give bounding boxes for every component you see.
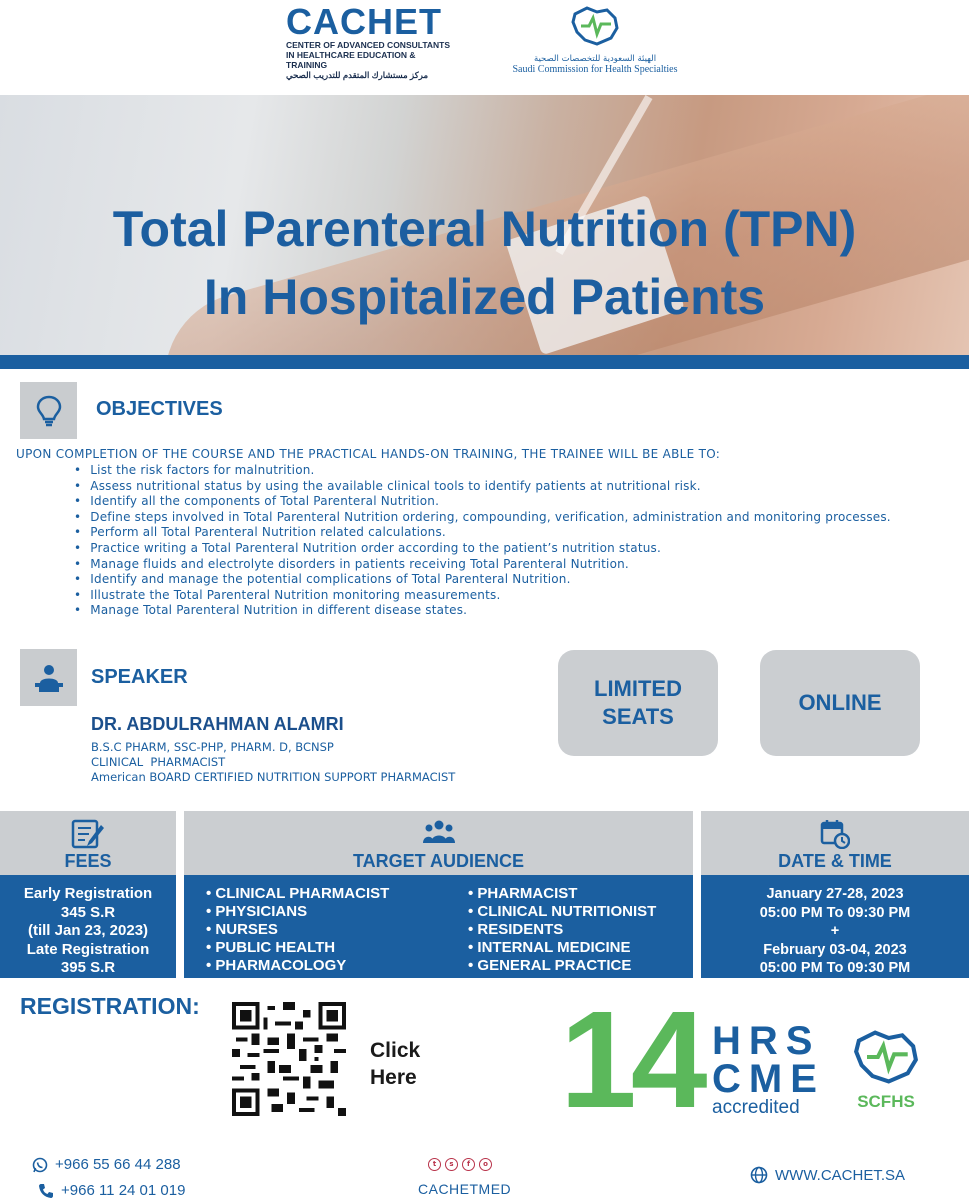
globe-icon bbox=[750, 1166, 768, 1184]
click-here-line-2: Here bbox=[370, 1066, 417, 1089]
speaker-credentials: B.S.C PHARM, SSC-PHP, PHARM. D, BCNSP bbox=[91, 740, 334, 754]
cachet-logo-subtitle-1: CENTER OF ADVANCED CONSULTANTS bbox=[286, 40, 451, 50]
cme-text-block bbox=[712, 1019, 825, 1101]
click-here-link[interactable] bbox=[370, 1037, 420, 1091]
website-link[interactable] bbox=[750, 1166, 905, 1184]
speaker-certification: American BOARD CERTIFIED NUTRITION SUPPORT PHARMACIST bbox=[91, 770, 456, 784]
cme-accredited-label: accredited bbox=[712, 1097, 800, 1118]
audience-column-1 bbox=[206, 885, 389, 975]
datetime-line: 05:00 PM To 09:30 PM bbox=[759, 904, 911, 921]
audience-item: • PHARMACOLOGY bbox=[206, 957, 389, 975]
fees-panel bbox=[0, 875, 176, 978]
website-url: WWW.CACHET.SA bbox=[775, 1166, 905, 1184]
snapchat-icon[interactable]: s bbox=[445, 1158, 458, 1171]
speaker-icon-box bbox=[20, 649, 77, 706]
form-edit-icon bbox=[71, 819, 105, 849]
audience-panel bbox=[184, 875, 693, 978]
fees-line: 345 S.R bbox=[60, 903, 116, 921]
calendar-clock-icon bbox=[820, 819, 850, 849]
header bbox=[0, 0, 969, 95]
click-here-line-1: Click bbox=[370, 1039, 421, 1062]
fees-line: 395 S.R bbox=[60, 959, 116, 976]
hero-divider-bar bbox=[0, 355, 969, 369]
audience-item: • PHYSICIANS bbox=[206, 903, 389, 921]
datetime-line: 05:00 PM To 09:30 PM bbox=[759, 960, 911, 976]
audience-item: • CLINICAL NUTRITIONIST bbox=[468, 903, 656, 921]
scfhs-map-icon bbox=[848, 1026, 924, 1088]
registration-qr-code[interactable] bbox=[232, 1002, 346, 1116]
audience-item: • PHARMACIST bbox=[468, 885, 656, 903]
limited-seats-line-2: SEATS bbox=[602, 704, 674, 729]
fees-line: Early Registration bbox=[23, 885, 153, 902]
scfhs-map-icon bbox=[567, 4, 623, 48]
facebook-icon[interactable]: f bbox=[462, 1158, 475, 1171]
fees-header bbox=[0, 811, 176, 875]
audience-item: • RESIDENTS bbox=[468, 921, 656, 939]
objectives-title: OBJECTIVES bbox=[96, 398, 223, 420]
objective-item: • Define steps involved in Total Parenteral Nutrition ordering, compounding, verification, administration and monitoring processes. bbox=[74, 510, 891, 526]
whatsapp-icon bbox=[32, 1157, 48, 1173]
phone-icon bbox=[38, 1183, 54, 1199]
course-title-line-1: Total Parenteral Nutrition (TPN) bbox=[112, 201, 857, 257]
audience-item: • CLINICAL PHARMACIST bbox=[206, 885, 389, 903]
lightbulb-icon bbox=[35, 394, 63, 428]
speaker-role: CLINICAL PHARMACIST bbox=[91, 755, 226, 769]
cachet-logo-subtitle-3: مركز مستشارك المتقدم للتدريب الصحي bbox=[286, 70, 429, 80]
hero-banner bbox=[0, 95, 969, 355]
course-title-line-2: In Hospitalized Patients bbox=[203, 269, 766, 325]
datetime-label: DATE & TIME bbox=[778, 851, 892, 871]
audience-label: TARGET AUDIENCE bbox=[353, 851, 524, 871]
instagram-icon[interactable]: o bbox=[479, 1158, 492, 1171]
datetime-panel bbox=[701, 875, 969, 978]
fees-label: FEES bbox=[64, 851, 112, 871]
audience-item: • GENERAL PRACTICE bbox=[468, 957, 656, 975]
audience-column-2 bbox=[468, 885, 656, 975]
social-handle: CACHETMED bbox=[418, 1181, 512, 1197]
group-icon bbox=[422, 819, 456, 845]
objectives-list bbox=[74, 463, 891, 619]
scfhs-abbrev: SCFHS bbox=[857, 1092, 915, 1111]
scfhs-english-name: Saudi Commission for Health Specialties bbox=[512, 64, 678, 75]
cme-hours-number: 14 bbox=[560, 983, 702, 1137]
audience-item: • NURSES bbox=[206, 921, 389, 939]
registration-label: REGISTRATION: bbox=[20, 993, 200, 1019]
phone-number: +966 11 24 01 019 bbox=[61, 1182, 186, 1199]
fees-line: (till Jan 23, 2023) bbox=[27, 922, 149, 939]
objectives-icon-box bbox=[20, 382, 77, 439]
fees-line: Late Registration bbox=[26, 940, 150, 958]
objective-item: • Identify and manage the potential complications of Total Parenteral Nutrition. bbox=[74, 572, 891, 588]
scfhs-arabic-name: الهيئة السعودية للتخصصات الصحية bbox=[533, 54, 657, 64]
objective-item: • Perform all Total Parenteral Nutrition related calculations. bbox=[74, 525, 891, 541]
audience-item: • PUBLIC HEALTH bbox=[206, 939, 389, 957]
objective-item: • Assess nutritional status by using the available clinical tools to identify patients at nutritional risk. bbox=[74, 479, 891, 495]
datetime-line: February 03-04, 2023 bbox=[763, 941, 907, 958]
objective-item: • Illustrate the Total Parenteral Nutrition monitoring measurements. bbox=[74, 588, 891, 604]
speaker-title: SPEAKER bbox=[91, 666, 188, 688]
objective-item: • Identify all the components of Total Parenteral Nutrition. bbox=[74, 494, 891, 510]
objective-item: • Practice writing a Total Parenteral Nutrition order according to the patient’s nutrition status. bbox=[74, 541, 891, 557]
whatsapp-contact[interactable] bbox=[32, 1156, 181, 1173]
social-icons bbox=[428, 1158, 492, 1171]
speaker-podium-icon bbox=[31, 663, 67, 693]
whatsapp-number: +966 55 66 44 288 bbox=[55, 1156, 181, 1173]
audience-header bbox=[184, 811, 693, 875]
cachet-logo-word bbox=[286, 1, 456, 42]
cme-hrs-label: HRS bbox=[712, 1019, 821, 1063]
phone-contact[interactable] bbox=[38, 1182, 185, 1199]
datetime-line: + bbox=[830, 923, 840, 939]
datetime-header bbox=[701, 811, 969, 875]
course-title bbox=[0, 195, 969, 331]
limited-seats-badge bbox=[558, 650, 718, 756]
cachet-logo-subtitle-2: IN HEALTHCARE EDUCATION & TRAINING bbox=[286, 50, 416, 70]
audience-item: • INTERNAL MEDICINE bbox=[468, 939, 656, 957]
objectives-intro: UPON COMPLETION OF THE COURSE AND THE PRACTICAL HANDS-ON TRAINING, THE TRAINEE WILL BE ABLE TO: bbox=[16, 447, 721, 461]
online-badge: ONLINE bbox=[760, 650, 920, 756]
scfhs-logo bbox=[505, 4, 685, 75]
datetime-line: January 27-28, 2023 bbox=[766, 886, 904, 902]
cachet-logo bbox=[286, 1, 456, 80]
objective-item: • Manage fluids and electrolyte disorders in patients receiving Total Parenteral Nutrition. bbox=[74, 557, 891, 573]
scfhs-accreditation-logo bbox=[846, 1026, 926, 1112]
limited-seats-line-1: LIMITED bbox=[594, 676, 682, 701]
cme-cme-label: CME bbox=[712, 1057, 825, 1101]
cachet-logo-name: CACHET bbox=[286, 1, 442, 42]
objective-item: • Manage Total Parenteral Nutrition in different disease states. bbox=[74, 603, 891, 619]
objective-item: • List the risk factors for malnutrition. bbox=[74, 463, 891, 479]
speaker-name: DR. ABDULRAHMAN ALAMRI bbox=[91, 714, 344, 734]
speaker-details bbox=[91, 740, 455, 785]
twitter-icon[interactable]: t bbox=[428, 1158, 441, 1171]
